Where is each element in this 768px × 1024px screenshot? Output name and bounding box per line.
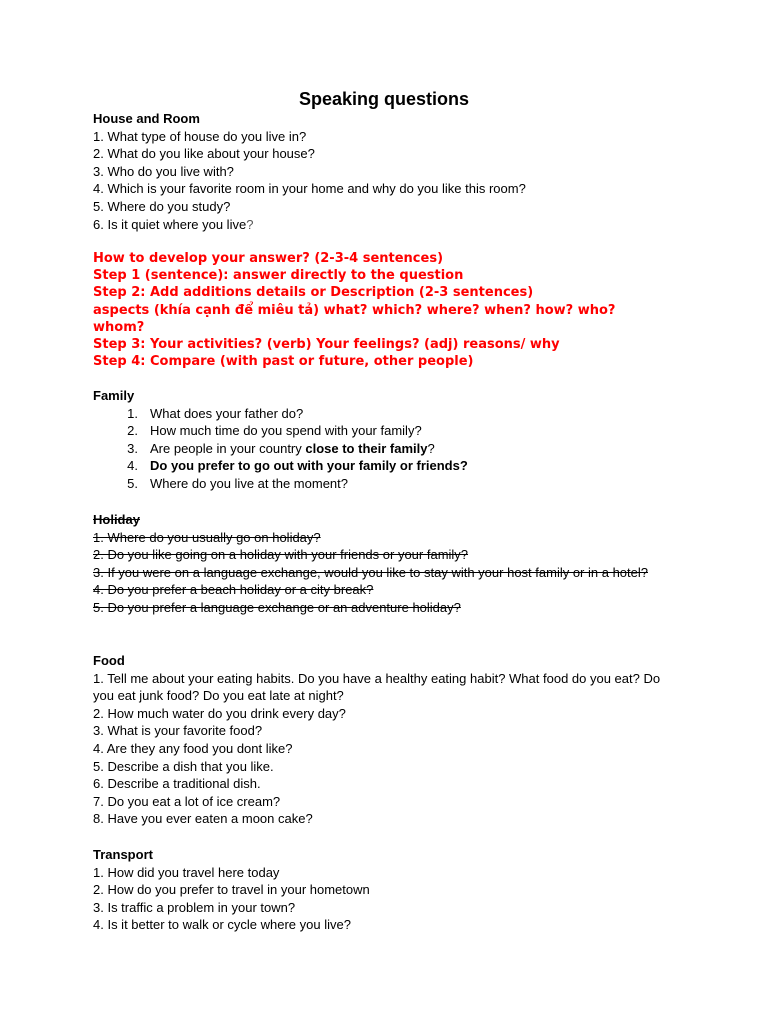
list-item-emphasis: close to their family [305,440,428,456]
list-item [93,216,673,234]
list-item [93,405,673,423]
guide-line: Step 4: Compare (with past or future, other people) [93,354,474,370]
list-item: 1. Tell me about your eating habits. Do you have a healthy eating habit? What food do you eat? Do you eat junk food? Do you eat late at night? [93,670,661,704]
list-item-text-part: ? [427,440,435,456]
list-item: 5. Describe a dish that you like. [93,758,274,774]
section-family [93,387,673,493]
list-item [93,422,673,440]
list-item-text-part: Are people in your country [150,440,306,456]
section-house [93,110,673,233]
question-mark: ? [246,216,254,232]
list-item: 2. What do you like about your house? [93,146,315,162]
section-heading-family: Family [93,388,135,403]
list-item: 3. If you were on a language exchange, would you like to stay with your host family or in a hotel? [93,564,648,580]
list-item: 1. Where do you usually go on holiday? [93,529,321,545]
list-item: 3. What is your favorite food? [93,723,263,739]
section-heading-holiday: Holiday [93,512,140,527]
list-item: 4. Which is your favorite room in your home and why do you like this room? [93,181,526,197]
guide-line: How to develop your answer? (2-3-4 sentences) [93,251,444,266]
list-item: 2. Do you like going on a holiday with your friends or your family? [93,547,469,563]
list-number: 4. [127,458,138,474]
list-item [93,457,673,475]
list-item: 1. What type of house do you live in? [93,128,307,144]
page-title: Speaking questions [298,89,470,109]
list-item: 1. How did you travel here today [93,864,280,880]
list-item: 8. Have you ever eaten a moon cake? [93,811,313,827]
section-holiday [93,511,668,617]
guide-line: Step 3: Your activities? (verb) Your feelings? (adj) reasons/ why [93,337,560,353]
list-item: 6. Describe a traditional dish. [93,776,261,792]
list-item-text: What does your father do? [150,405,304,421]
section-food [93,652,668,828]
section-heading-house: House and Room [93,111,200,126]
list-number: 3. [127,440,138,456]
list-item: 4. Is it better to walk or cycle where you live? [93,917,351,933]
list-item [93,475,673,493]
list-number: 5. [127,475,138,491]
section-heading-transport: Transport [93,847,153,862]
list-item: 2. How much water do you drink every day? [93,705,346,721]
list-number: 2. [127,423,138,439]
list-item: 4. Are they any food you dont like? [93,740,293,756]
list-item-text: Where do you live at the moment? [150,475,348,491]
list-item-text: Do you prefer to go out with your family or friends? [150,458,468,474]
list-item-text: How much time do you spend with your family? [150,423,422,439]
guide-line: Step 2: Add additions details or Description (2-3 sentences) [93,285,534,301]
list-item-text [139,440,435,458]
guide-line: Step 1 (sentence): answer directly to the question [93,268,464,284]
list-item: 2. How do you prefer to travel in your hometown [93,882,370,898]
section-heading-food: Food [93,653,125,668]
list-number: 1. [127,405,138,421]
answer-guide [93,250,653,370]
list-item: 4. Do you prefer a beach holiday or a city break? [93,582,374,598]
list-item: 7. Do you eat a lot of ice cream? [93,793,281,809]
guide-line: aspects (khía cạnh để miêu tả) what? which? where? when? how? who? whom? [93,302,616,335]
list-item: 3. Who do you live with? [93,163,234,179]
list-item: 5. Where do you study? [93,198,231,214]
list-item [93,440,673,458]
list-item: 5. Do you prefer a language exchange or an adventure holiday? [93,599,461,615]
section-transport [93,846,673,934]
list-item: 3. Is traffic a problem in your town? [93,899,296,915]
list-item-text: 6. Is it quiet where you live [93,216,247,232]
